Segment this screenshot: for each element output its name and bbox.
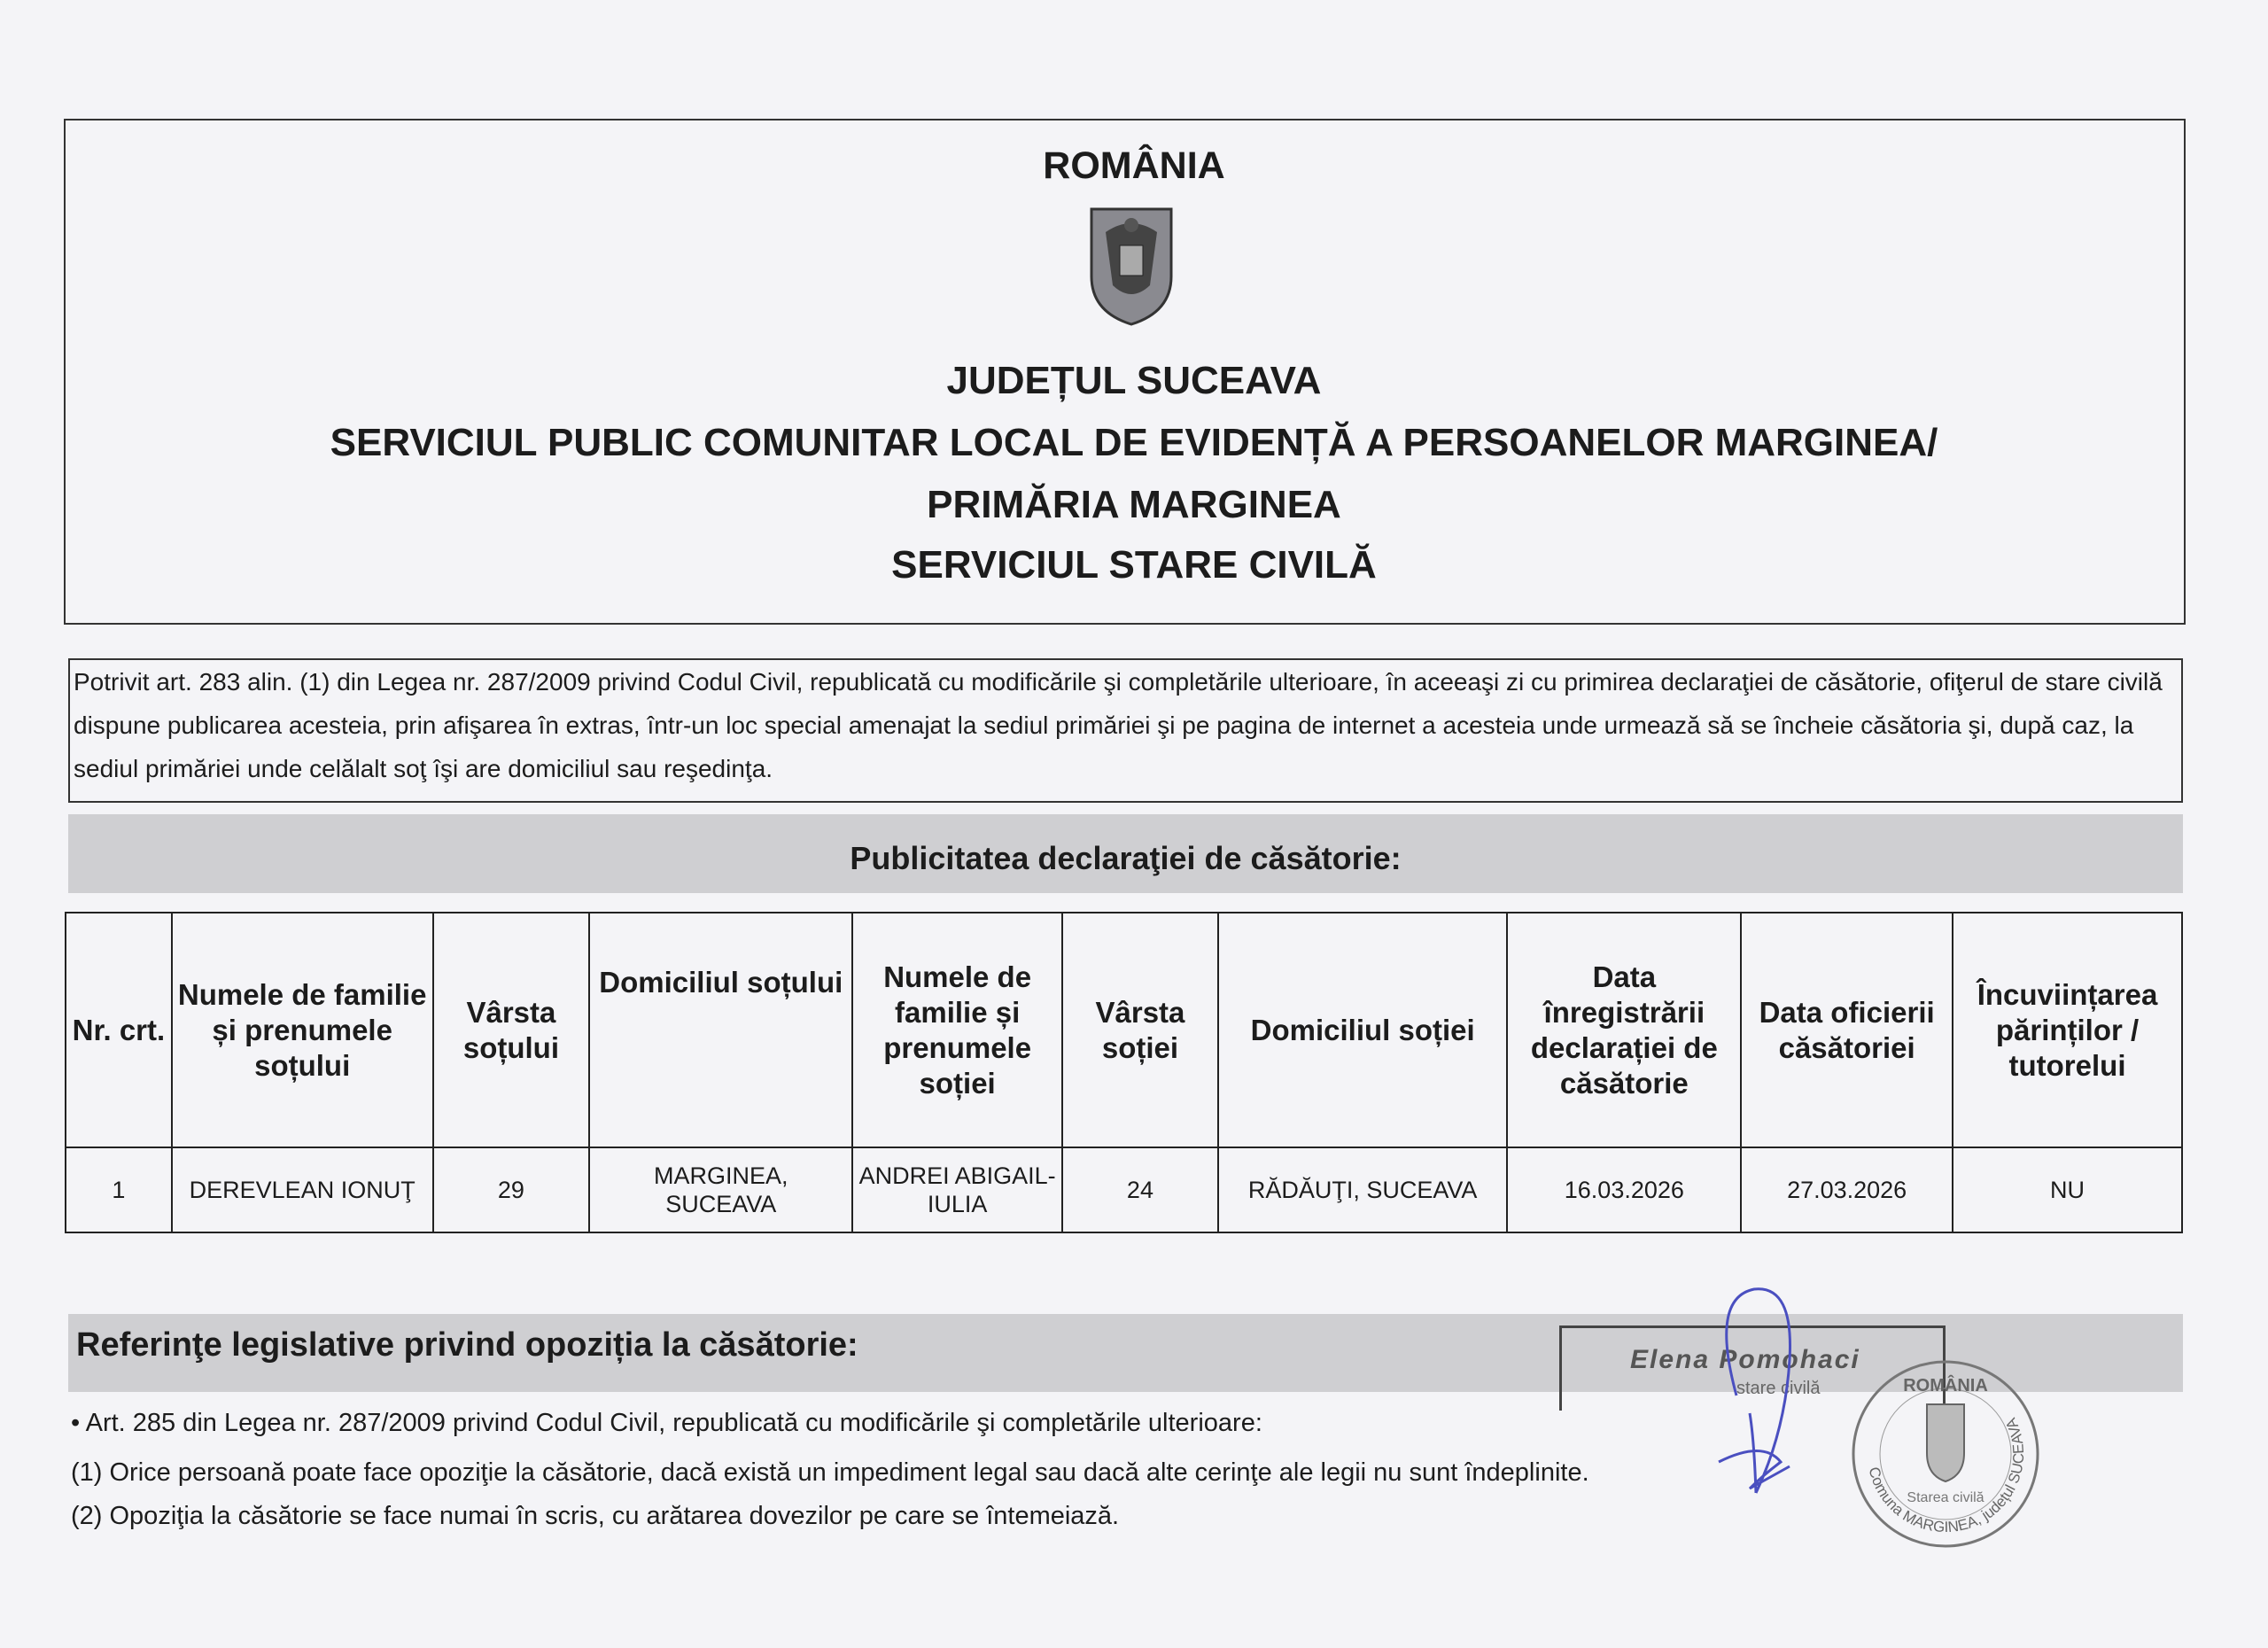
- header-line-town-hall: PRIMĂRIA MARGINEA: [927, 483, 1341, 526]
- stamp-role: stare civilă: [1736, 1379, 1821, 1398]
- coat-of-arms-icon: [1088, 206, 1175, 327]
- header-line-service: SERVICIUL PUBLIC COMUNITAR LOCAL DE EVIDENȚĂ A PERSOANELOR MARGINEA/: [330, 421, 1938, 464]
- seal-center-text: Starea civilă: [1907, 1490, 1984, 1505]
- column-header: Domiciliul soției: [1218, 913, 1508, 1147]
- marriage-declaration-table: [65, 912, 2183, 1233]
- stamp-name: Elena Pomohaci: [1630, 1345, 1860, 1374]
- column-header: Nr. crt.: [66, 913, 172, 1147]
- reference-item: (1) Orice persoană poate face opoziţie la căsătorie, dacă există un impediment legal sau dacă alte cerinţe ale legii nu sunt îndeplinite.: [71, 1458, 1589, 1487]
- cell-registration-date: 16.03.2026: [1507, 1147, 1741, 1232]
- cell-wife-name: ANDREI ABIGAIL-IULIA: [852, 1147, 1062, 1232]
- country-title: ROMÂNIA: [1043, 144, 1225, 187]
- header-line-county: JUDEȚUL SUCEAVA: [946, 359, 1322, 402]
- signature: [1701, 1263, 1825, 1520]
- column-header: Data oficierii căsătoriei: [1741, 913, 1953, 1147]
- table-header-row: [66, 913, 2182, 1147]
- cell-husband-domicile: MARGINEA, SUCEAVA: [589, 1147, 852, 1232]
- seal-ring-text: Comuna MARGINEA, județul SUCEAVA: [1865, 1415, 2028, 1536]
- cell-husband-name: DEREVLEAN IONUŢ: [172, 1147, 433, 1232]
- cell-parental-consent: NU: [1953, 1147, 2182, 1232]
- intro-paragraph: Potrivit art. 283 alin. (1) din Legea nr. 287/2009 privind Codul Civil, republicată cu modificările şi completările ulterioare, în aceeaşi zi cu primirea declaraţiei de căsătorie, ofiţerul de stare civilă dispune publicarea acesteia, prin afişarea în extras, într-un loc special amenajat la sediul primăriei şi pe pagina de internet a acesteia unde urmează să se încheie căsătoria şi, după caz, la sediul primăriei unde celălalt soţ îşi are domiciliul sau reşedinţa.: [68, 658, 2183, 803]
- seal-crest-icon: [1927, 1404, 1964, 1481]
- references-title: Referinţe legislative privind opoziția la căsătorie:: [76, 1326, 858, 1364]
- cell-marriage-date: 27.03.2026: [1741, 1147, 1953, 1232]
- column-header: Domiciliul soțului: [589, 913, 852, 1147]
- column-header: Vârsta soției: [1062, 913, 1218, 1147]
- seal-top-text: ROMÂNIA: [1903, 1376, 1988, 1395]
- header-line-civil-status: SERVICIUL STARE CIVILĂ: [891, 543, 1377, 587]
- reference-item: (2) Opoziţia la căsătorie se face numai în scris, cu arătarea dovezilor pe care se întemeiază.: [71, 1502, 1120, 1530]
- column-header: Numele de familie și prenumele soției: [852, 913, 1062, 1147]
- official-seal: [1847, 1356, 2044, 1552]
- column-header: Data înregistrării declarației de căsătorie: [1507, 913, 1741, 1147]
- table-row: [66, 1147, 2182, 1232]
- section-title: Publicitatea declaraţiei de căsătorie:: [68, 814, 2183, 893]
- cell-husband-age: 29: [433, 1147, 590, 1232]
- cell-wife-age: 24: [1062, 1147, 1218, 1232]
- cell-wife-domicile: RĂDĂUŢI, SUCEAVA: [1218, 1147, 1508, 1232]
- cell-nr: 1: [66, 1147, 172, 1232]
- column-header: Încuviințarea părinților / tutorelui: [1953, 913, 2182, 1147]
- reference-item: • Art. 285 din Legea nr. 287/2009 privind Codul Civil, republicată cu modificările şi completările ulterioare:: [71, 1409, 1262, 1437]
- column-header: Vârsta soțului: [433, 913, 590, 1147]
- column-header: Numele de familie și prenumele soțului: [172, 913, 433, 1147]
